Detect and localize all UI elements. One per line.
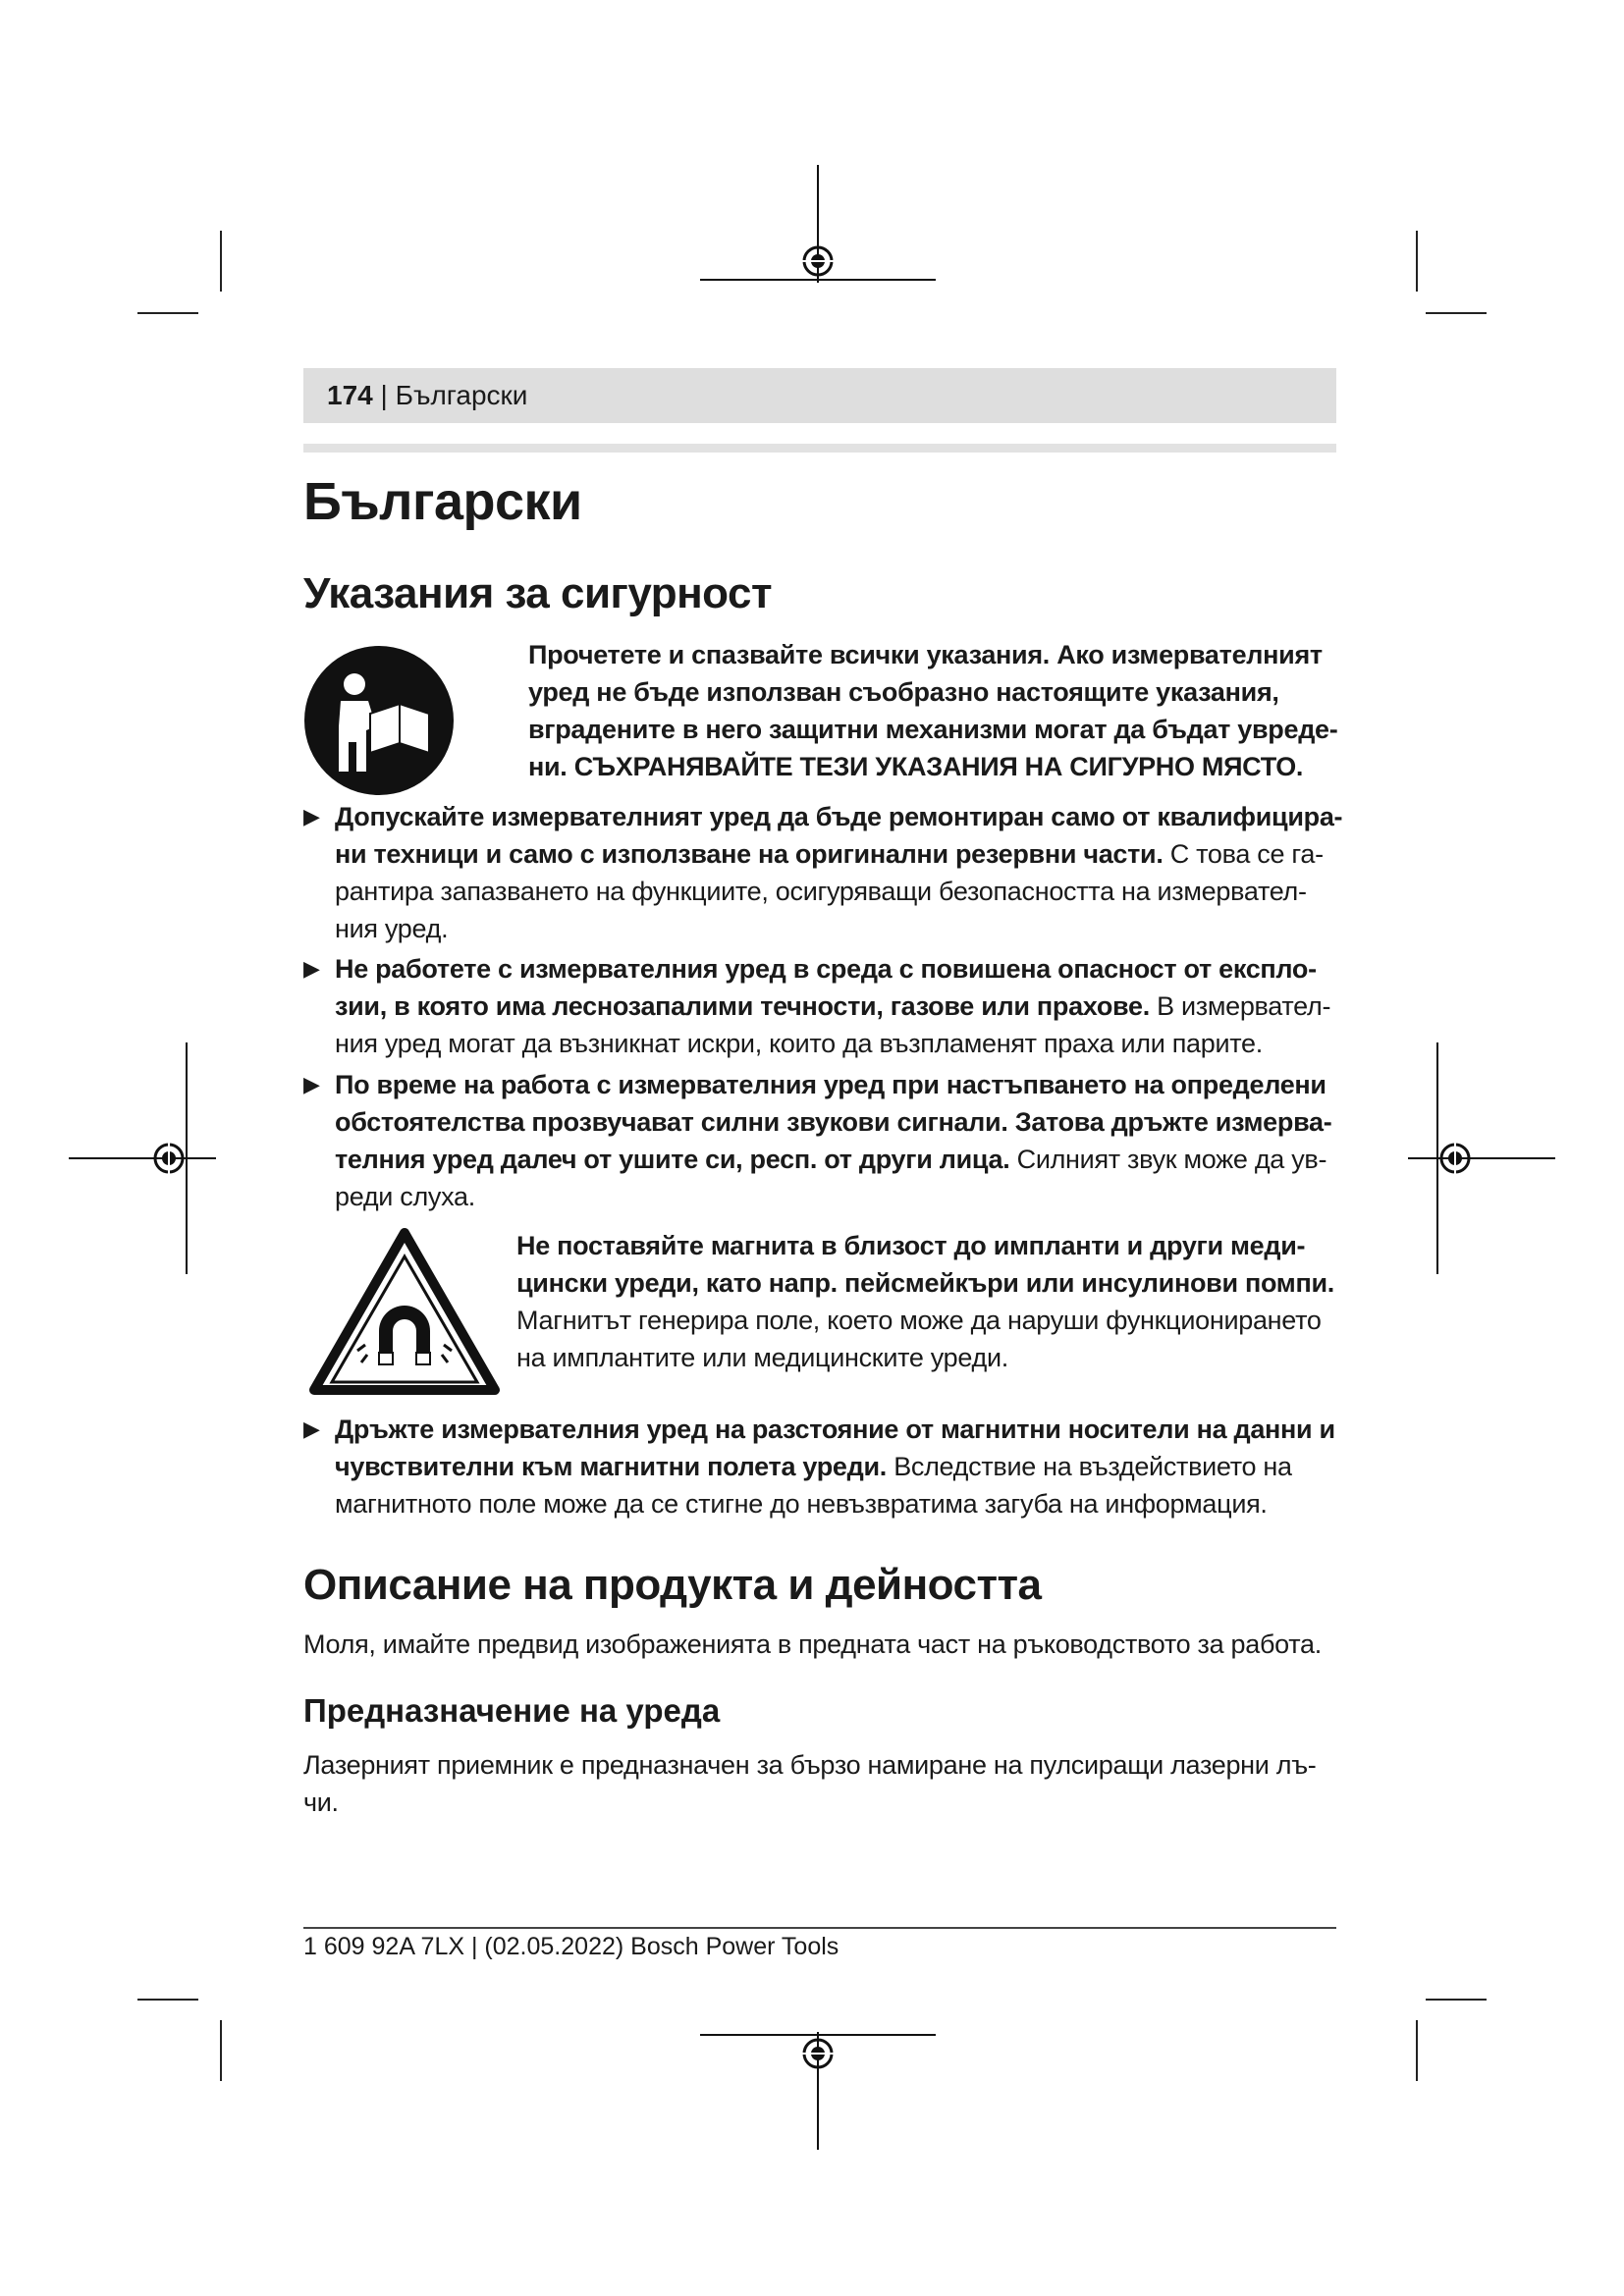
list-item: ▶ Не работете с измервателния уред в среда с повишена опасност от експло-зии, в която има леснозапалими течности, газове или прахове. В измервател-ния уред могат да възникнат искри, които да възпламенят праха или парите. [303,950,1344,1063]
read-manual-icon [303,645,455,796]
footer-rule [303,1927,1336,1929]
header-separator: | [380,380,388,410]
crop-mark [1426,1999,1487,2001]
page-title: Български [303,472,582,531]
crop-mark [220,2020,222,2081]
magnet-warning-icon [308,1227,501,1396]
list-item: ▶ По време на работа с измервателния уред при настъпването на определени обстоятелства прозвучават силни звукови сигнали. Затова дръжте измерва-телния уред далеч от ушите си, респ. от други лица. Силният звук може да ув-реди слуха. [303,1066,1344,1213]
safety-heading: Указания за сигурност [303,569,773,617]
purpose-heading: Предназначение на уреда [303,1692,721,1729]
header-rule [303,444,1336,453]
crop-mark [1426,312,1487,314]
bullet-arrow-icon: ▶ [303,1416,320,1441]
bullet-arrow-icon: ▶ [303,804,320,828]
crop-mark [220,231,222,292]
registration-mark-bottom [700,1983,936,2150]
page-number: 174 [327,380,373,410]
product-heading: Описание на продукта и дейността [303,1561,1042,1609]
magnet-warning: Не поставяйте магнита в близост до импланти и други меди-цински уреди, като напр. пейсмейкъри или инсулинови помпи. Магнитът генерира поле, което може да наруши функционирането на имплантите или медицинските уреди. [516,1231,1334,1372]
list-item: ▶ Дръжте измервателния уред на разстояние от магнитни носители на данни и чувствителни към магнитни полета уреди. Вследствие на въздействието на магнитното поле може да се стигне до невъзвратима загуба на информация. [303,1411,1344,1523]
registration-mark-top [700,165,936,332]
footer: 1 609 92A 7LX | (02.05.2022) Bosch Power Tools [303,1933,839,1960]
registration-mark-right [1408,1042,1555,1274]
crop-mark [1416,231,1418,292]
product-intro: Моля, имайте предвид изображенията в предната част на ръководството за работа. [303,1629,1322,1659]
crop-mark [137,1999,198,2001]
crop-mark [1416,2020,1418,2081]
purpose-text: Лазерният приемник е предназначен за бързо намиране на пулсиращи лазерни лъ-чи. [303,1750,1317,1817]
bullet-arrow-icon: ▶ [303,1072,320,1096]
registration-mark-left [69,1042,216,1274]
read-manual-warning: Прочетете и спазвайте всички указания. Ако измервателният уред не бъде използван съобразно настоящите указания, вградените в него защитни механизми могат да бъдат увреде-ни. СЪХРАНЯВАЙТЕ ТЕЗИ УКАЗАНИЯ НА СИГУРНО МЯСТО. [528,640,1338,781]
page-header [327,378,527,413]
list-item: ▶ Допускайте измервателният уред да бъде ремонтиран само от квалифицира-ни техници и само с използване на оригинални резервни части. С това се га-рантира запазването на функциите, осигуряващи безопасността на измервател-ния уред. [303,798,1344,945]
header-language: Български [395,380,528,410]
bullet-arrow-icon: ▶ [303,956,320,981]
crop-mark [137,312,198,314]
